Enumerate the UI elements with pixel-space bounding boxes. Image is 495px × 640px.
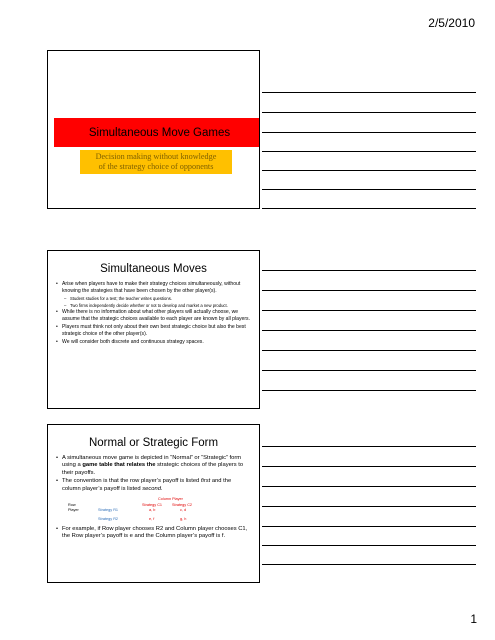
slide-1-title-text: Simultaneous Move Games xyxy=(88,126,231,139)
slide-1-thumbnail[interactable] xyxy=(47,50,260,209)
row-strategy-r2: Strategy R2 xyxy=(98,517,119,522)
sub-bullet: – Student studies for a test; the teacher writes questions. xyxy=(56,296,251,302)
note-line xyxy=(262,270,476,271)
bullet: • We will consider both discrete and continuous strategy spaces. xyxy=(56,339,251,346)
note-line xyxy=(262,545,476,546)
bullet xyxy=(56,455,251,477)
cell-r1-c1: a, b xyxy=(149,508,156,513)
slide-3-title: Normal or Strategic Form xyxy=(88,437,219,449)
cell-r1-c2: c, d xyxy=(180,508,187,513)
note-line xyxy=(262,330,476,331)
bullet-italic-text: first xyxy=(200,478,211,485)
page-number: 1 xyxy=(470,612,477,626)
bullet-bold-text: game table that relates the xyxy=(82,462,156,469)
note-line xyxy=(262,290,476,291)
bullet: • For example, if Row player chooses R2 and Column player chooses C1, the Row player’s payoff is e and the Column player’s payoff is f. xyxy=(56,526,251,541)
bullet: • While there is no information about what other players will actually choose, we assume that the strategic choices available to each player are known by all players. xyxy=(56,309,251,323)
bullet-text: strategic choices of the players to their payoffs. xyxy=(62,462,244,476)
col-strategy-c2: Strategy C2 xyxy=(172,503,193,508)
note-line xyxy=(262,564,476,565)
note-line xyxy=(262,486,476,487)
note-line xyxy=(262,350,476,351)
note-line xyxy=(262,390,476,391)
bullet-text: The convention is that the row player’s payoff is listed xyxy=(62,478,201,485)
note-line xyxy=(262,370,476,371)
note-line xyxy=(262,526,476,527)
bullet-text: and the column player’s payoff is listed xyxy=(62,478,232,492)
row-player-label: Row xyxy=(68,503,76,508)
slide-3-bullets-bottom xyxy=(56,526,251,541)
note-line xyxy=(262,92,476,93)
date: 2/5/2010 xyxy=(428,16,475,30)
row-player-label: Player xyxy=(68,508,79,513)
note-line xyxy=(262,208,476,209)
slide-2-bullets xyxy=(56,281,251,346)
slide-3-thumbnail[interactable] xyxy=(47,424,260,583)
col-strategy-c1: Strategy C1 xyxy=(142,503,163,508)
note-line xyxy=(262,170,476,171)
sub-bullet: – Two firms independently decide whether or not to develop and market a new product. xyxy=(56,303,251,309)
row-strategy-r1: Strategy R1 xyxy=(98,508,119,513)
slide-1-subtitle-line-1: Decision making without knowledge xyxy=(95,152,217,161)
note-line xyxy=(262,466,476,467)
slide-1-subtitle-line-2: of the strategy choice of opponents xyxy=(98,162,214,171)
column-player-label: Column Player xyxy=(158,497,183,502)
slide-1-subtitle xyxy=(80,150,232,174)
note-line xyxy=(262,151,476,152)
slide-1-title xyxy=(54,118,260,147)
bullet: • Arise when players have to make their strategy choices simultaneously, without knowing the strategies that have been chosen by the other player(s). xyxy=(56,281,251,295)
bullet-text: A simultaneous move game is depicted in “Normal” or “Strategic” form using a xyxy=(62,455,242,469)
slide-3-bullets xyxy=(56,455,251,493)
slide-2-title: Simultaneous Moves xyxy=(100,263,207,275)
note-line xyxy=(262,310,476,311)
note-line xyxy=(262,112,476,113)
game-table xyxy=(48,495,259,523)
bullet xyxy=(56,478,251,493)
note-line xyxy=(262,189,476,190)
cell-r2-c1: e, f xyxy=(149,517,155,522)
note-line xyxy=(262,506,476,507)
note-line xyxy=(262,446,476,447)
note-line xyxy=(262,132,476,133)
bullet: • Players must think not only about their own best strategic choice but also the best strategic choice of the other player(s). xyxy=(56,324,251,338)
cell-r2-c2: g, h xyxy=(180,517,187,522)
slide-2-thumbnail[interactable] xyxy=(47,250,260,409)
bullet-italic-text: second. xyxy=(142,485,163,492)
